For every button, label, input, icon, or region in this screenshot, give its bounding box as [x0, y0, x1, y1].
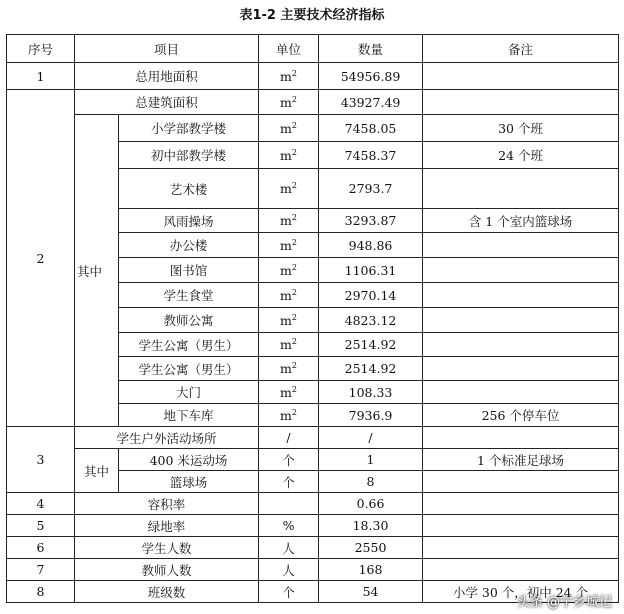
- row-no: 5: [7, 515, 75, 537]
- row-note: [423, 471, 619, 493]
- row-qty: 54956.89: [319, 63, 423, 90]
- row-note: [423, 169, 619, 209]
- row-unit: [259, 493, 319, 515]
- row-note: [423, 381, 619, 404]
- row-unit: $m^2$: [259, 63, 319, 90]
- row-unit: /: [259, 427, 319, 449]
- row-qty: 2970.14: [319, 283, 423, 308]
- row-note: [423, 515, 619, 537]
- header-cell: 项目: [75, 35, 259, 63]
- row-item: 总建筑面积: [75, 90, 259, 115]
- row-no: 7: [7, 559, 75, 581]
- row-item: 初中部教学楼: [119, 142, 259, 169]
- row-note: 256 个停车位: [423, 404, 619, 427]
- row-unit: $m^2$: [259, 333, 319, 357]
- row-item: 办公楼: [119, 233, 259, 258]
- row-qty: 4823.12: [319, 308, 423, 333]
- row-qty: 18.30: [319, 515, 423, 537]
- row-item: 绿地率: [75, 515, 259, 537]
- row-qty: 2793.7: [319, 169, 423, 209]
- row-unit: 人: [259, 559, 319, 581]
- row-unit: $m^2$: [259, 308, 319, 333]
- row-item: 篮球场: [119, 471, 259, 493]
- row-note: [423, 258, 619, 283]
- row-item: 艺术楼: [119, 169, 259, 209]
- row-unit: 人: [259, 537, 319, 559]
- sub-group-label: 其中: [75, 449, 119, 493]
- row-qty: 1: [319, 449, 423, 471]
- row-note: [423, 233, 619, 258]
- row-note: [423, 493, 619, 515]
- row-unit: $m^2$: [259, 357, 319, 381]
- row-note: [423, 333, 619, 357]
- row-note: [423, 559, 619, 581]
- row-qty: 0.66: [319, 493, 423, 515]
- row-item: 教师公寓: [119, 308, 259, 333]
- header-cell: 序号: [7, 35, 75, 63]
- row-qty: 2514.92: [319, 333, 423, 357]
- header-cell: 备注: [423, 35, 619, 63]
- table-row: [7, 63, 619, 90]
- row-note: [423, 90, 619, 115]
- row-no: 1: [7, 63, 75, 90]
- row-unit: $m^2$: [259, 258, 319, 283]
- row-qty: 3293.87: [319, 209, 423, 233]
- table-title: 表1-2 主要技术经济指标: [239, 8, 385, 23]
- row-qty: 108.33: [319, 381, 423, 404]
- row-qty: 8: [319, 471, 423, 493]
- row-item: 总用地面积: [75, 63, 259, 90]
- row-no: 2: [7, 90, 75, 427]
- row-qty: 7936.9: [319, 404, 423, 427]
- row-item: 风雨操场: [119, 209, 259, 233]
- table-row: [7, 115, 619, 142]
- table-row: [7, 90, 619, 115]
- row-qty: 7458.37: [319, 142, 423, 169]
- row-note: 24 个班: [423, 142, 619, 169]
- row-item: 大门: [119, 381, 259, 404]
- row-note: [423, 283, 619, 308]
- row-unit: %: [259, 515, 319, 537]
- table-row: [7, 559, 619, 581]
- row-qty: /: [319, 427, 423, 449]
- row-no: 6: [7, 537, 75, 559]
- table-row: [7, 493, 619, 515]
- row-note: 含 1 个室内篮球场: [423, 209, 619, 233]
- row-no: 3: [7, 427, 75, 493]
- row-note: [423, 427, 619, 449]
- row-unit: $m^2$: [259, 209, 319, 233]
- row-item: 学生户外活动场所: [75, 427, 259, 449]
- row-unit: $m^2$: [259, 169, 319, 209]
- row-unit: $m^2$: [259, 142, 319, 169]
- row-unit: $m^2$: [259, 115, 319, 142]
- table-row: [7, 515, 619, 537]
- table-row: [7, 427, 619, 449]
- row-unit: 个: [259, 449, 319, 471]
- tech-econ-table: [6, 34, 619, 603]
- row-unit: $m^2$: [259, 283, 319, 308]
- row-note: [423, 537, 619, 559]
- table-row: [7, 449, 619, 471]
- row-qty: 2514.92: [319, 357, 423, 381]
- row-item: 教师人数: [75, 559, 259, 581]
- row-unit: 个: [259, 581, 319, 603]
- row-item: 400 米运动场: [119, 449, 259, 471]
- header-cell: 单位: [259, 35, 319, 63]
- row-no: 4: [7, 493, 75, 515]
- row-qty: 43927.49: [319, 90, 423, 115]
- row-qty: 54: [319, 581, 423, 603]
- row-note: [423, 308, 619, 333]
- watermark: 头条 @宁乡城记: [516, 595, 612, 610]
- row-note: [423, 63, 619, 90]
- row-item: 图书馆: [119, 258, 259, 283]
- header-cell: 数量: [319, 35, 423, 63]
- row-item: 学生公寓（男生）: [119, 357, 259, 381]
- row-unit: $m^2$: [259, 404, 319, 427]
- row-qty: 948.86: [319, 233, 423, 258]
- row-item: 学生食堂: [119, 283, 259, 308]
- row-item: 地下车库: [119, 404, 259, 427]
- header-row: [7, 35, 619, 63]
- row-no: 8: [7, 581, 75, 603]
- row-qty: 7458.05: [319, 115, 423, 142]
- row-item: 学生公寓（男生）: [119, 333, 259, 357]
- row-qty: 1106.31: [319, 258, 423, 283]
- row-note: 1 个标准足球场: [423, 449, 619, 471]
- row-unit: $m^2$: [259, 90, 319, 115]
- row-item: 学生人数: [75, 537, 259, 559]
- sub-group-label: 其中: [75, 115, 119, 427]
- row-item: 小学部教学楼: [119, 115, 259, 142]
- row-item: 容积率: [75, 493, 259, 515]
- row-note: 小学 30 个，初中 24 个: [423, 581, 619, 603]
- row-qty: 2550: [319, 537, 423, 559]
- row-item: 班级数: [75, 581, 259, 603]
- table-row: [7, 537, 619, 559]
- row-note: [423, 357, 619, 381]
- row-qty: 168: [319, 559, 423, 581]
- row-unit: $m^2$: [259, 381, 319, 404]
- row-unit: $m^2$: [259, 233, 319, 258]
- row-note: 30 个班: [423, 115, 619, 142]
- row-unit: 个: [259, 471, 319, 493]
